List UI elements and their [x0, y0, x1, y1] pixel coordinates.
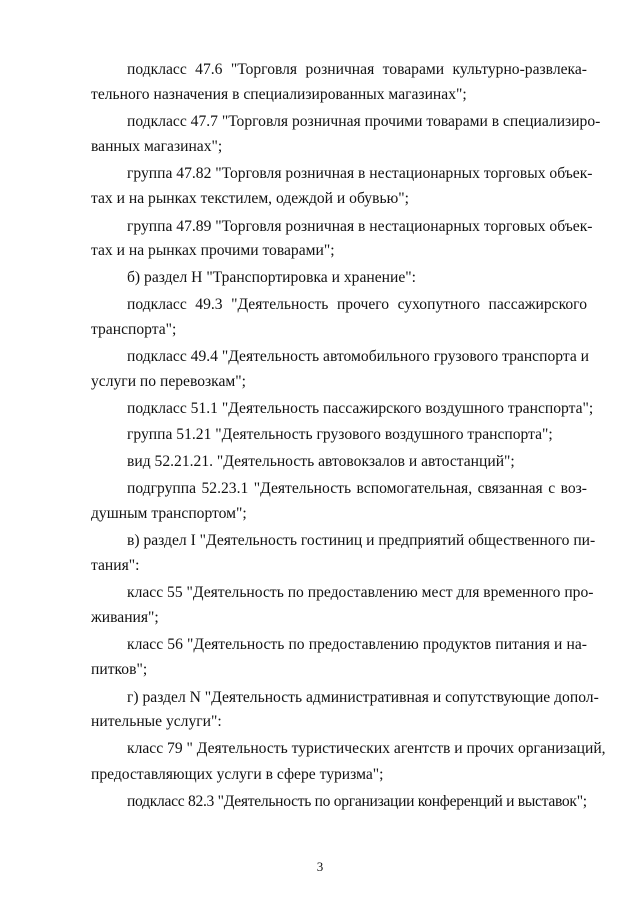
- page-number: 3: [316, 859, 324, 874]
- text-line: подкласс 47.6 "Торговля розничная товарами культурно-развлека-: [127, 61, 587, 78]
- text-line: группа 51.21 "Деятельность грузового воздушного транспорта";: [127, 426, 553, 443]
- section-heading: б) раздел H "Транспортировка и хранение":: [127, 269, 416, 286]
- text-line: транспорта";: [91, 321, 177, 338]
- text-line: подкласс 49.3 "Деятельность прочего сухопутного пассажирского: [127, 296, 587, 313]
- text-line: тах и на рынках текстилем, одеждой и обувью";: [91, 190, 409, 207]
- text-line: группа 47.82 "Торговля розничная в нестационарных торговых объек-: [127, 165, 593, 182]
- text-line: подкласс 82.3 "Деятельность по организации конференций и выставок";: [127, 793, 587, 810]
- text-line: вид 52.21.21. "Деятельность автовокзалов и автостанций";: [127, 453, 515, 470]
- text-line: нительные услуги":: [91, 713, 222, 730]
- text-line: класс 56 "Деятельность по предоставлению продуктов питания и на-: [127, 636, 587, 653]
- text-line: питков";: [91, 661, 148, 678]
- text-line: группа 47.89 "Торговля розничная в нестационарных торговых объек-: [127, 218, 593, 235]
- text-line: тельного назначения в специализированных магазинах";: [91, 86, 467, 103]
- text-line: предоставляющих услуги в сфере туризма";: [91, 766, 384, 783]
- text-line: живания";: [91, 609, 159, 626]
- section-heading: в) раздел I "Деятельность гостиниц и предприятий общественного пи-: [127, 532, 596, 549]
- text-line: тания":: [91, 557, 140, 574]
- text-line: ванных магазинах";: [91, 138, 223, 155]
- text-line: душным транспортом";: [91, 505, 247, 522]
- text-line: класс 79 " Деятельность туристических агентств и прочих организаций,: [127, 740, 606, 757]
- text-line: услуги по перевозкам";: [91, 373, 247, 390]
- text-line: подгруппа 52.23.1 "Деятельность вспомогательная, связанная с воз-: [127, 480, 587, 497]
- text-line: подкласс 47.7 "Торговля розничная прочими товарами в специализиро-: [127, 113, 601, 130]
- text-line: тах и на рынках прочими товарами";: [91, 242, 335, 259]
- text-line: подкласс 51.1 "Деятельность пассажирского воздушного транспорта";: [127, 400, 594, 417]
- text-line: класс 55 "Деятельность по предоставлению мест для временного про-: [127, 584, 594, 601]
- section-heading: г) раздел N "Деятельность административная и сопутствующие допол-: [127, 689, 599, 706]
- text-line: подкласс 49.4 "Деятельность автомобильного грузового транспорта и: [127, 348, 590, 365]
